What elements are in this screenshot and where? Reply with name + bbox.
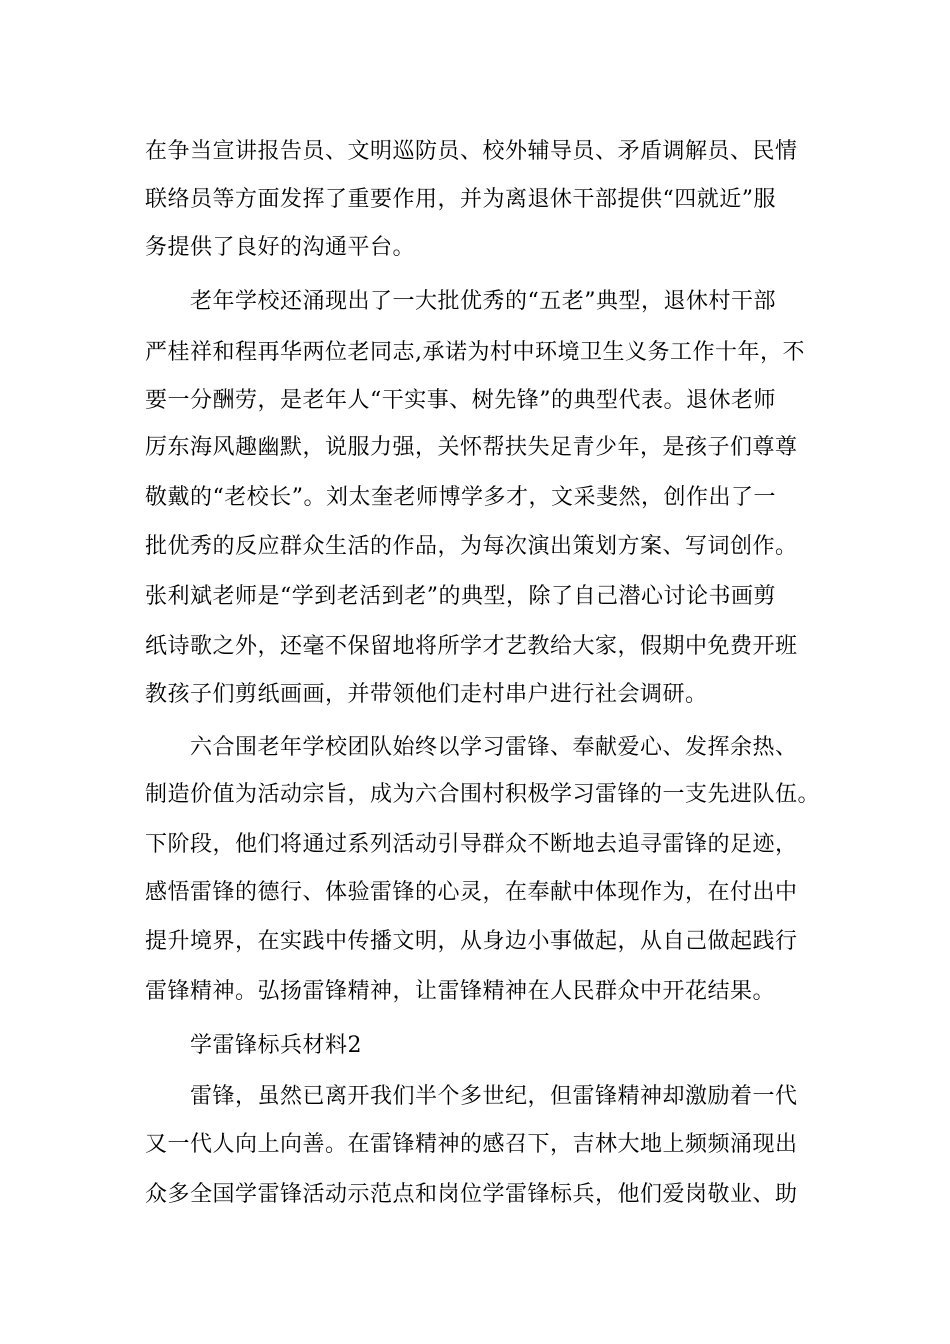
text-line: 敬戴的“老校长”。刘太奎老师博学多才，文采斐然，创作出了一 <box>145 485 776 510</box>
text-line: 教孩子们剪纸画画，并带领他们走村串户进行社会调研。 <box>145 682 708 707</box>
text-line: 六合围老年学校团队始终以学习雷锋、奉献爱心、发挥余热、 <box>190 735 798 760</box>
text-line: 张利斌老师是“学到老活到老”的典型，除了自己潜心讨论书画剪 <box>145 584 776 609</box>
text-line: 制造价值为活动宗旨，成为六合围村积极学习雷锋的一支先进队伍。 <box>145 782 821 807</box>
text-line: 雷锋，虽然已离开我们半个多世纪，但雷锋精神却激励着一代 <box>190 1084 798 1109</box>
text-line: 感悟雷锋的德行、体验雷锋的心灵，在奉献中体现作为，在付出中 <box>145 880 798 905</box>
text-line: 在争当宣讲报告员、文明巡防员、校外辅导员、矛盾调解员、民情 <box>145 139 798 164</box>
section-heading: 学雷锋标兵材料2 <box>190 1033 362 1058</box>
text-line: 众多全国学雷锋活动示范点和岗位学雷锋标兵，他们爱岗敬业、助 <box>145 1182 798 1207</box>
text-line: 老年学校还涌现出了一大批优秀的“五老”典型，退休村干部 <box>190 289 776 314</box>
text-line: 严桂祥和程再华两位老同志,承诺为村中环境卫生义务工作十年，不 <box>145 340 805 365</box>
text-line: 又一代人向上向善。在雷锋精神的感召下，吉林大地上频频涌现出 <box>145 1132 798 1157</box>
text-line: 雷锋精神。弘扬雷锋精神，让雷锋精神在人民群众中开花结果。 <box>145 979 776 1004</box>
text-line: 要一分酬劳，是老年人“干实事、树先锋”的典型代表。退休老师 <box>145 388 776 413</box>
text-line: 务提供了良好的沟通平台。 <box>145 235 416 260</box>
text-line: 下阶段，他们将通过系列活动引导群众不断地去追寻雷锋的足迹， <box>145 832 798 857</box>
text-line: 厉东海风趣幽默，说服力强，关怀帮扶失足青少年，是孩子们尊尊 <box>145 435 798 460</box>
text-line: 批优秀的反应群众生活的作品，为每次演出策划方案、写词创作。 <box>145 534 798 559</box>
text-line: 纸诗歌之外，还毫不保留地将所学才艺教给大家，假期中免费开班 <box>145 634 798 659</box>
text-line: 联络员等方面发挥了重要作用，并为离退休干部提供“四就近”服 <box>145 187 776 212</box>
text-line: 提升境界，在实践中传播文明，从身边小事做起，从自己做起践行 <box>145 929 798 954</box>
